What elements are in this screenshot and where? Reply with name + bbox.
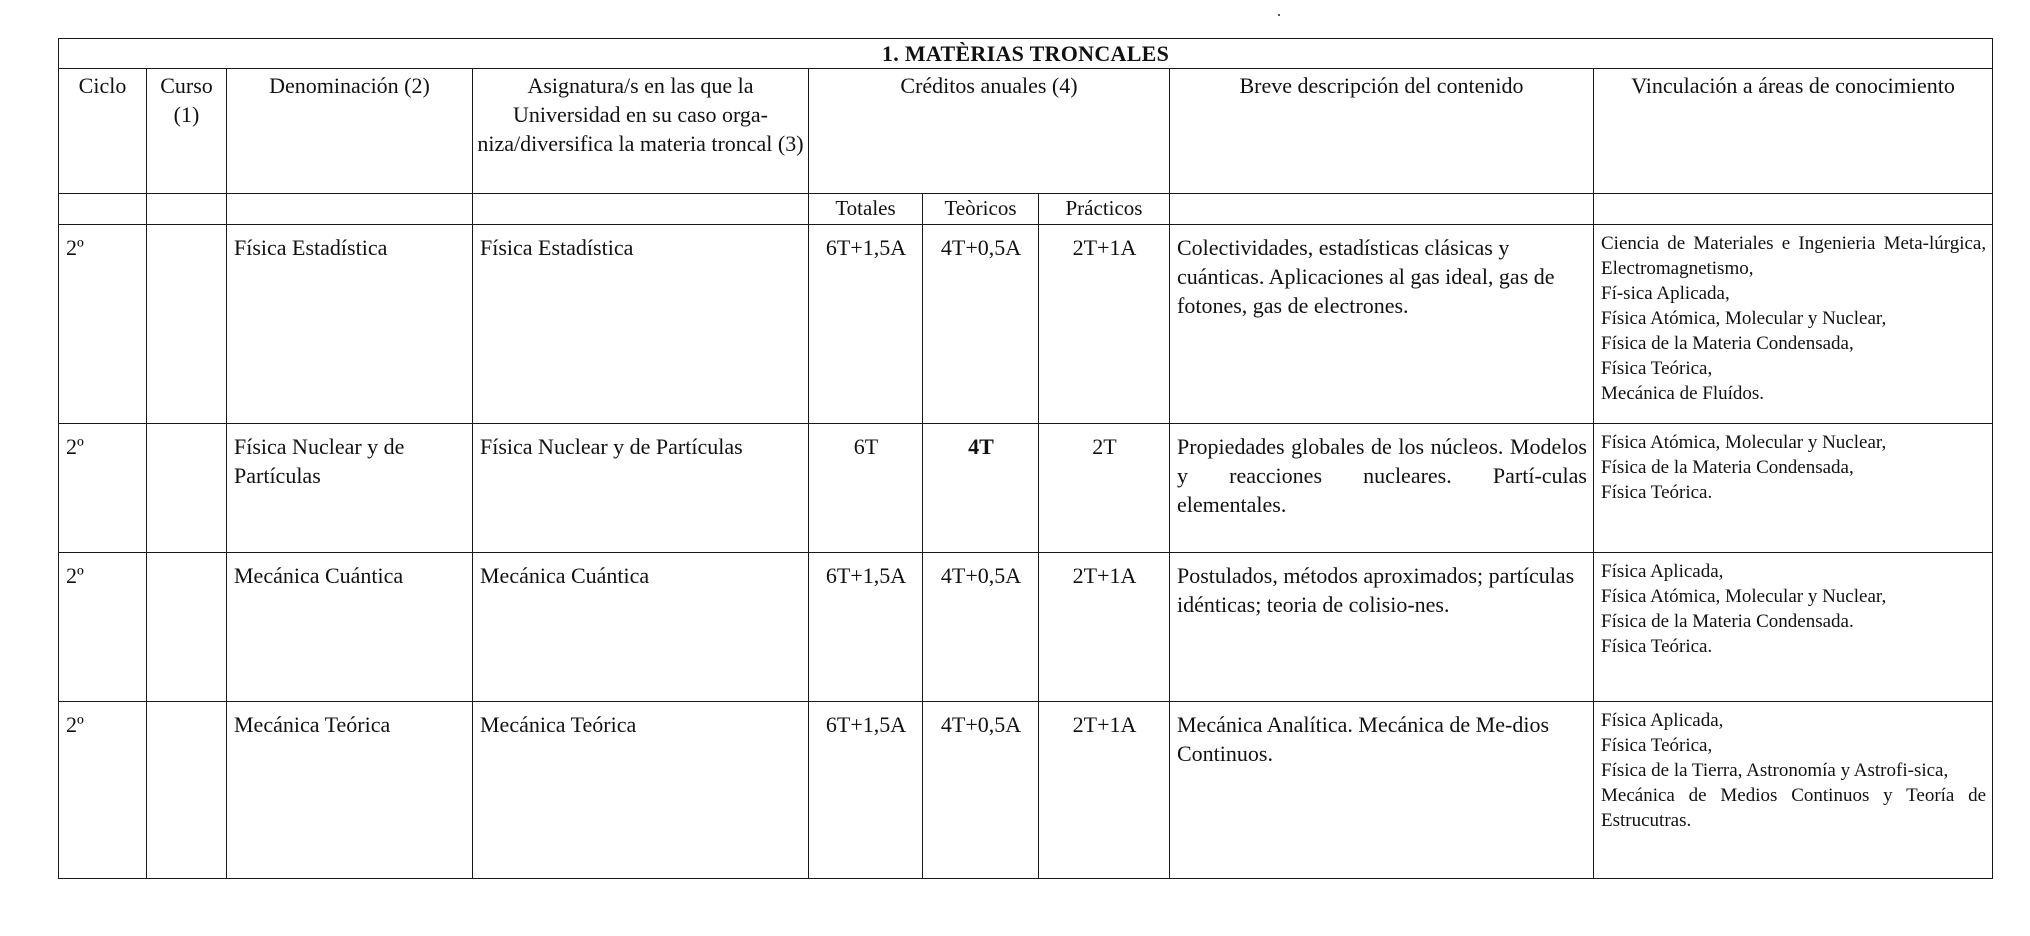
vinculacion-line: Física Aplicada, [1601, 710, 1724, 731]
cell-practicos: 2T+1A [1039, 702, 1170, 879]
cell-curso [147, 702, 227, 879]
header-denominacion: Denominación (2) [227, 69, 473, 194]
subheader-teoricos: Teòricos [923, 194, 1039, 225]
vinculacion-line: Fí-sica Aplicada, [1601, 283, 1730, 304]
subheader-row [59, 194, 1993, 225]
vinculacion-line: Mecánica de Fluídos. [1601, 383, 1765, 404]
table-row [59, 424, 1993, 553]
vinculacion-line: Física de la Materia Condensada, [1601, 457, 1854, 478]
header-descripcion: Breve descripción del contenido [1170, 69, 1594, 194]
table-title-row [59, 39, 1993, 69]
cell-asignatura: Física Nuclear y de Partículas [473, 424, 809, 553]
cell-teoricos: 4T [923, 424, 1039, 553]
subheader-empty [473, 194, 809, 225]
table-title: 1. MATÈRIAS TRONCALES [59, 39, 1993, 69]
vinculacion-line: Física Teórica, [1601, 735, 1713, 756]
header-asignaturas: Asignatura/s en las que la Universidad en su caso orga-niza/diversifica la materia troncal (3) [473, 69, 809, 194]
vinculacion-line: Física Teórica. [1601, 636, 1713, 657]
cell-denominacion: Física Nuclear y de Partículas [227, 424, 473, 553]
subheader-totales: Totales [809, 194, 923, 225]
cell-ciclo: 2º [59, 702, 147, 879]
cell-denominacion: Mecánica Cuántica [227, 553, 473, 702]
cell-curso [147, 553, 227, 702]
vinculacion-line: Física Atómica, Molecular y Nuclear, [1601, 308, 1887, 329]
cell-practicos: 2T [1039, 424, 1170, 553]
subheader-empty [59, 194, 147, 225]
cell-asignatura: Física Estadística [473, 225, 809, 424]
subheader-empty [1594, 194, 1993, 225]
cell-vinculacion [1594, 702, 1993, 879]
table-row [59, 702, 1993, 879]
document-page [58, 38, 1992, 879]
vinculacion-line: Física Teórica. [1601, 482, 1713, 503]
cell-totales: 6T+1,5A [809, 553, 923, 702]
cell-practicos: 2T+1A [1039, 553, 1170, 702]
cell-ciclo: 2º [59, 424, 147, 553]
cell-ciclo: 2º [59, 553, 147, 702]
cell-teoricos: 4T+0,5A [923, 702, 1039, 879]
cell-teoricos: 4T+0,5A [923, 553, 1039, 702]
table-row [59, 553, 1993, 702]
subheader-empty [227, 194, 473, 225]
cell-totales: 6T+1,5A [809, 702, 923, 879]
cell-vinculacion [1594, 225, 1993, 424]
vinculacion-line: Física Teórica, [1601, 358, 1713, 379]
cell-denominacion: Mecánica Teórica [227, 702, 473, 879]
cell-ciclo: 2º [59, 225, 147, 424]
cell-vinculacion [1594, 424, 1993, 553]
cell-descripcion: Propiedades globales de los núcleos. Modelos y reacciones nucleares. Partí-culas elementales. [1170, 424, 1594, 553]
cell-teoricos: 4T+0,5A [923, 225, 1039, 424]
cell-totales: 6T [809, 424, 923, 553]
cell-practicos: 2T+1A [1039, 225, 1170, 424]
vinculacion-line: Física Atómica, Molecular y Nuclear, [1601, 586, 1887, 607]
vinculacion-line: Ciencia de Materiales e Ingenieria Meta-lúrgica, Electromagnetismo, [1601, 233, 1987, 279]
cell-vinculacion [1594, 553, 1993, 702]
header-creditos: Créditos anuales (4) [809, 69, 1170, 194]
vinculacion-line: Física de la Tierra, Astronomía y Astrofi-sica, [1601, 760, 1949, 781]
vinculacion-line: Física de la Materia Condensada. [1601, 611, 1854, 632]
cell-descripcion: Mecánica Analítica. Mecánica de Me-dios Continuos. [1170, 702, 1594, 879]
vinculacion-line: Física de la Materia Condensada, [1601, 333, 1854, 354]
cell-descripcion: Postulados, métodos aproximados; partículas idénticas; teoria de colisio-nes. [1170, 553, 1594, 702]
vinculacion-line: Física Aplicada, [1601, 561, 1724, 582]
materias-troncales-table [58, 38, 1993, 879]
cell-descripcion: Colectividades, estadísticas clásicas y cuánticas. Aplicaciones al gas ideal, gas de fotones, gas de electrones. [1170, 225, 1594, 424]
vinculacion-line: Física Atómica, Molecular y Nuclear, [1601, 432, 1887, 453]
header-ciclo: Ciclo [59, 69, 147, 194]
table-row [59, 225, 1993, 424]
cell-curso [147, 424, 227, 553]
cell-asignatura: Mecánica Cuántica [473, 553, 809, 702]
header-vinculacion: Vinculación a áreas de conocimiento [1594, 69, 1993, 194]
subheader-empty [1170, 194, 1594, 225]
cell-denominacion: Física Estadística [227, 225, 473, 424]
vinculacion-line: Mecánica de Medios Continuos y Teoría de Estrucutras. [1601, 785, 1987, 831]
header-row [59, 69, 1993, 194]
cell-totales: 6T+1,5A [809, 225, 923, 424]
cell-asignatura: Mecánica Teórica [473, 702, 809, 879]
subheader-practicos: Prácticos [1039, 194, 1170, 225]
cell-curso [147, 225, 227, 424]
scan-speck [1278, 14, 1280, 16]
subheader-empty [147, 194, 227, 225]
header-curso: Curso (1) [147, 69, 227, 194]
